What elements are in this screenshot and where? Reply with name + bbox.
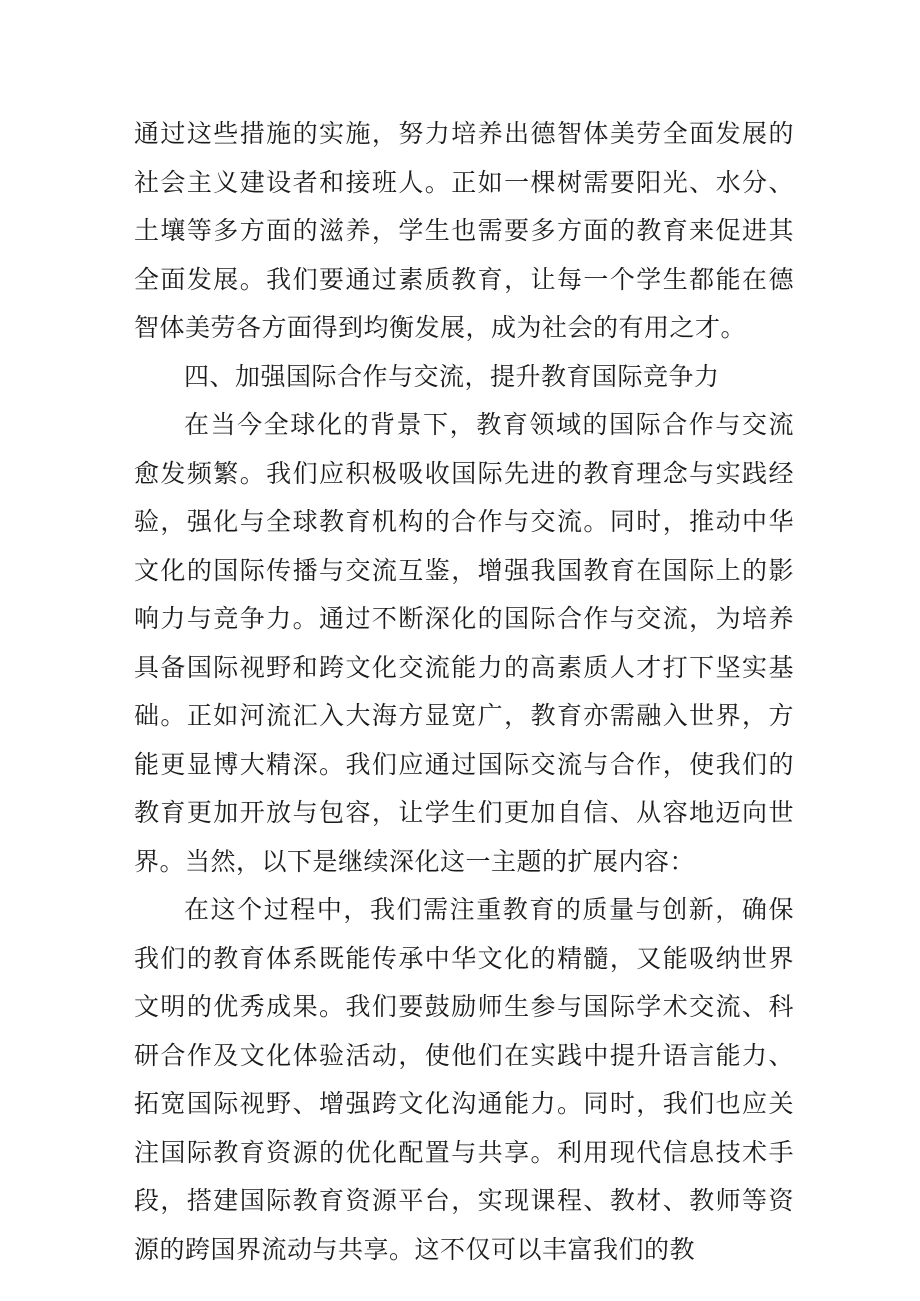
paragraph-international-cooperation: 在当今全球化的背景下，教育领域的国际合作与交流愈发频繁。我们应积极吸收国际先进的教育理念与实践经验，强化与全球教育机构的合作与交流。同时，推动中华文化的国际传播与交流互鉴，增强我国教育在国际上的影响力与竞争力。通过不断深化的国际合作与交流，为培养具备国际视野和跨文化交流能力的高素质人才打下坚实基础。正如河流汇入大海方显宽广，教育亦需融入世界，方能更显博大精深。我们应通过国际交流与合作，使我们的教育更加开放与包容，让学生们更加自信、从容地迈向世界。当然，以下是继续深化这一主题的扩展内容： (134, 410, 794, 876)
paragraph-continuation: 通过这些措施的实施，努力培养出德智体美劳全面发展的社会主义建设者和接班人。正如一棵树需要阳光、水分、土壤等多方面的滋养，学生也需要多方面的教育来促进其全面发展。我们要通过素质教育，让每一个学生都能在德智体美劳各方面得到均衡发展，成为社会的有用之才。 (134, 119, 794, 342)
document-body (134, 110, 794, 1274)
section-heading: 四、加强国际合作与交流，提升教育国际竞争力 (184, 361, 720, 391)
paragraph-quality-innovation: 在这个过程中，我们需注重教育的质量与创新，确保我们的教育体系既能传承中华文化的精髓，又能吸纳世界文明的优秀成果。我们要鼓励师生参与国际学术交流、科研合作及文化体验活动，使他们在实践中提升语言能力、拓宽国际视野、增强跨文化沟通能力。同时，我们也应关注国际教育资源的优化配置与共享。利用现代信息技术手段，搭建国际教育资源平台，实现课程、教材、教师等资源的跨国界流动与共享。这不仅可以丰富我们的教 (134, 895, 794, 1264)
